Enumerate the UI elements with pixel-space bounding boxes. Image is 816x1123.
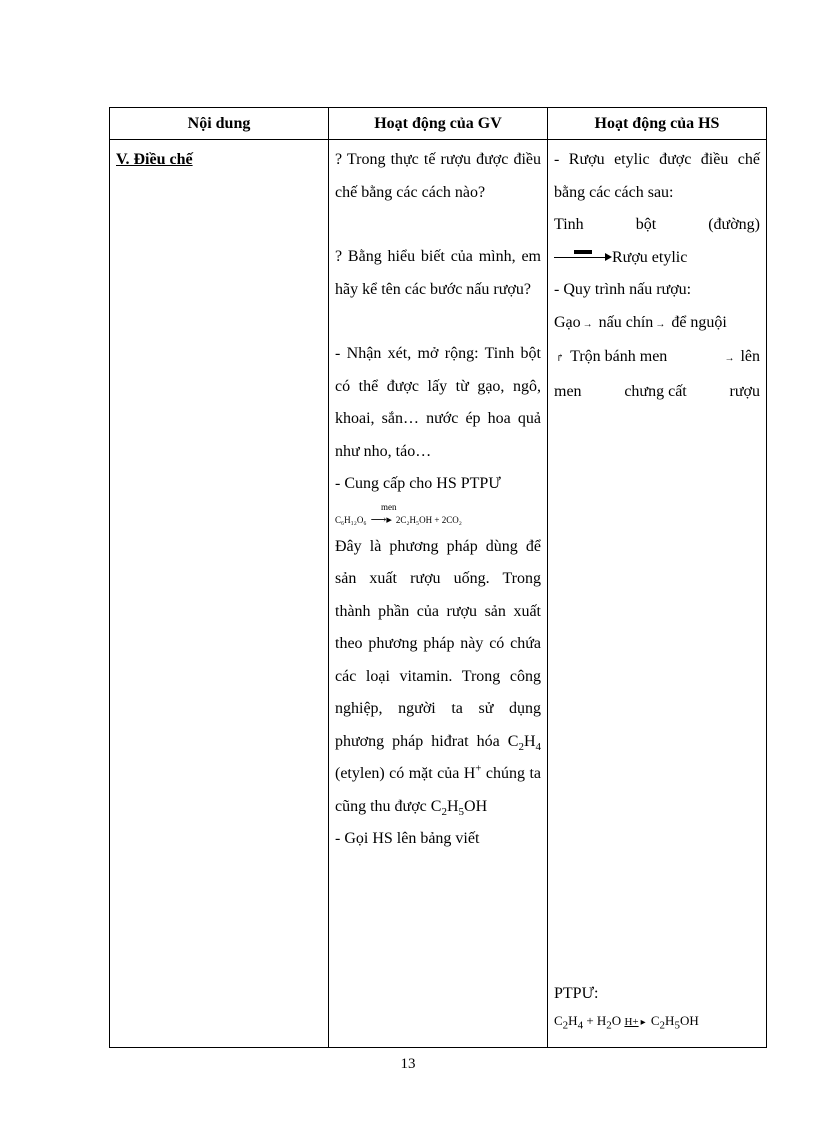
arrow-icon: ↱: [556, 353, 565, 364]
header-content: Nội dung: [110, 108, 329, 140]
header-teacher-activity: Hoạt động của GV: [329, 108, 548, 140]
arrow-icon: ▸: [640, 1017, 646, 1028]
arrow-icon: →: [724, 353, 735, 364]
lesson-table: [109, 107, 767, 1048]
equation-condition: men: [381, 501, 397, 512]
header-student-activity: Hoạt động của HS: [548, 108, 767, 140]
student-answer-product: Rượu etylic: [554, 242, 760, 275]
student-answer-starch-line: Tinh bột (đường): [554, 216, 760, 233]
student-answer-process-title: - Quy trình nấu rượu:: [554, 281, 692, 298]
teacher-question-1: ? Trong thực tế rượu được điều chế bằng các cách nào?: [335, 151, 541, 201]
student-answer-1: - Rượu etylic được điều chế bằng các cách sau:: [554, 151, 760, 201]
reaction-label: PTPƯ:: [554, 985, 599, 1002]
hydration-equation: $C_2H_4 + H_2O$ H+ ▸ $C_2H_5OH$: [554, 1013, 699, 1032]
process-steps-line-3: men chưng cất rượu: [554, 382, 760, 400]
table-row: [110, 140, 767, 1048]
teacher-explanation: Đây là phương pháp dùng để sản xuất rượu uống. Trong thành phần của rượu sản xuất theo phương pháp này có chứa các loại vitamin. Trong công nghiệp, người ta sử dụng phương pháp hiđrat hóa $C_2H_4$ (etylen) có mặt của H+ chúng ta cũng thu được $C_2H_5OH$: [335, 537, 541, 818]
process-steps-line-2: ↱ Trộn bánh men → lên: [556, 348, 760, 365]
section-title: V. Điều chế: [116, 151, 193, 168]
arrow-icon: →: [582, 318, 593, 330]
right-arrow-icon: ⟶▸: [370, 513, 392, 526]
content-cell: [110, 140, 329, 1048]
table-header-row: [110, 108, 767, 140]
teacher-remark: - Nhận xét, mở rộng: Tinh bột có thể được lấy từ gạo, ngô, khoai, sắn… nước ép hoa quả như nho, táo…: [335, 345, 541, 460]
equation-left: C₆H₁₂O₆: [335, 514, 367, 525]
equation-right: 2C₂H₅OH + 2CO₂: [395, 514, 462, 525]
page-number: 13: [400, 1056, 416, 1072]
fermentation-equation: [335, 513, 541, 527]
teacher-provide: - Cung cấp cho HS PTPƯ: [335, 475, 501, 492]
student-activity-cell: [548, 140, 767, 1048]
teacher-activity-cell: [329, 140, 548, 1048]
teacher-call: - Gọi HS lên bảng viết: [335, 830, 480, 847]
reaction-arrow-icon: [554, 257, 610, 258]
teacher-question-2: ? Bằng hiểu biết của mình, em hãy kể tên các bước nấu rượu?: [335, 248, 541, 298]
arrow-icon: →: [655, 318, 666, 330]
process-steps-line-1: Gạo → nấu chín → để nguội: [554, 313, 727, 331]
